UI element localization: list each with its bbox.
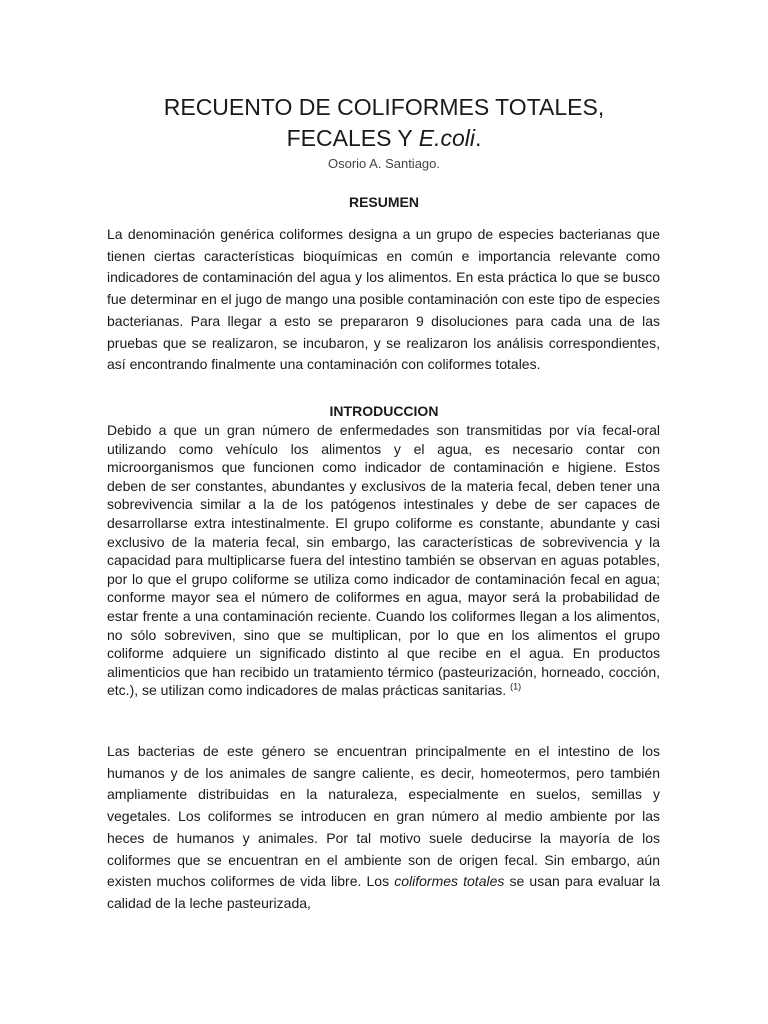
author-name: Osorio A. Santiago. (327, 156, 440, 171)
introduccion-paragraph-2 (107, 741, 660, 915)
title-ecoli: E.coli (418, 125, 475, 151)
introduccion-paragraph-2-start: Las bacterias de este género se encuentran principalmente en el intestino de los humanos y de los animales de sangre caliente, es decir, homeotermos, pero también ampliamente distribuidas en la naturaleza, especialmente en suelos, semillas y vegetales. Los coliformes se introducen en gran número al medio ambiente por las heces de humanos y animales. Por tal motivo suele deducirse la mayoría de los coliformes que se encuentran en el ambiente son de origen fecal. Sin embargo, aún existen muchos coliformes de vida libre. Los (107, 743, 660, 890)
citation-reference: (1) (510, 681, 522, 692)
introduccion-paragraph-1-text: Debido a que un gran número de enfermedades son transmitidas por vía fecal-oral utilizando como vehículo los alimentos y el agua, es necesario contar con microorganismos que funcionen como indicador de contaminación e higiene. Estos deben de ser constantes, abundantes y exclusivos de la materia fecal, deben tener una sobrevivencia similar a la de los patógenos intestinales y debe de ser capaces de desarrollarse extra intestinalmente. El grupo coliforme es constante, abundante y casi exclusivo de la materia fecal, sin embargo, las características de sobrevivencia y la capacidad para multiplicarse fuera del intestino también se observan en aguas potables, por lo que el grupo coliforme se utiliza como indicador de contaminación fecal en agua; conforme mayor sea el número de coliformes en agua, mayor será la probabilidad de estar frente a una contaminación reciente. Cuando los coliformes llegan a los alimentos, no sólo sobreviven, sino que se multiplican, por lo que en los alimentos el grupo coliforme adquiere un significado distinto al que recibe en el agua. En productos alimenticios que han recibido un tratamiento térmico (pasteurización, horneado, cocción, etc.), se utilizan como indicadores de malas prácticas sanitarias. (107, 422, 660, 699)
coliformes-totales-term: coliformes totales (394, 873, 505, 890)
title-line-2 (0, 123, 768, 154)
resumen-paragraph: La denominación genérica coliformes designa a un grupo de especies bacterianas que tienen ciertas características bioquímicas en común e importancia relevante como indicadores de contaminación del agua y los alimentos. En esta práctica lo que se busco fue determinar en el jugo de mango una posible contaminación con este tipo de especies bacterianas. Para llegar a esto se prepararon 9 disoluciones para cada una de las pruebas que se realizaron, se incubaron, y se realizaron los análisis correspondientes, así encontrando finalmente una contaminación con coliformes totales. (107, 226, 660, 373)
title-line-2-prefix: FECALES Y (286, 125, 419, 151)
title-line-2-suffix: . (474, 125, 482, 151)
title-line-1: RECUENTO DE COLIFORMES TOTALES, (163, 94, 605, 120)
introduccion-heading: INTRODUCCION (329, 403, 439, 419)
introduccion-paragraph-2-end: se usan para evaluar la calidad de la leche pasteurizada, (107, 873, 660, 911)
introduccion-paragraph-1 (107, 421, 660, 700)
resumen-heading: RESUMEN (348, 194, 419, 210)
document-title (0, 92, 768, 154)
